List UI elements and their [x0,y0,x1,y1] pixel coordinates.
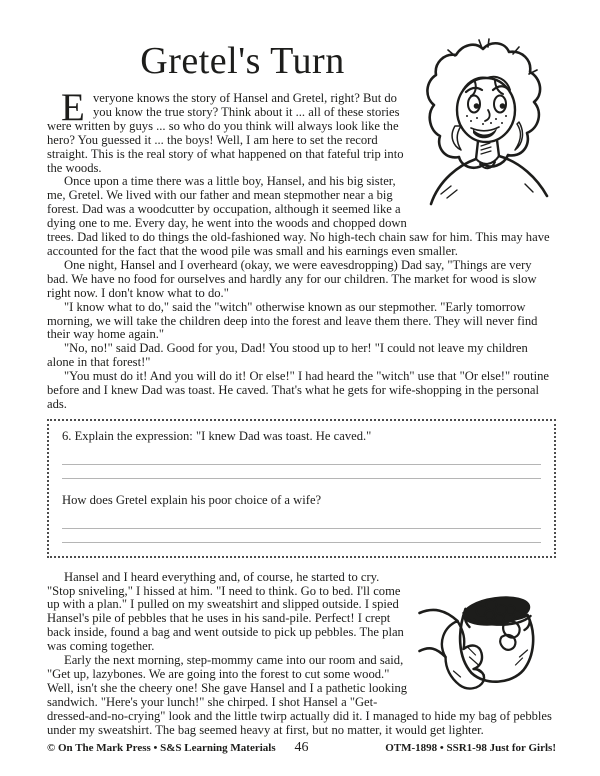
story-paragraph-3: One night, Hansel and I overheard (okay, we were eavesdropping) Dad say, "Things are very bad. We have no food for ourselves and hardly any for our children. The market for wood is slow right now. I don't know what to do." [47,257,537,300]
story-continuation [47,571,556,738]
footer-copyright: © On The Mark Press • S&S Learning Materials [47,742,276,754]
page-title: Gretel's Turn [140,40,345,82]
page-number: 46 [294,740,309,755]
story-paragraph-7: Hansel and I heard everything and, of course, he started to cry. "Stop sniveling," I hissed at him. "I need to think. Go to bed. I'll come up with a plan." I pulled on my sweatshirt and slipped outside. I spied Hansel's pile of pebbles that he uses in his sand-pile. Perfect! I crept back inside, found a bag and went outside to pick up pebbles. The plan was coming together. [47,569,404,654]
question-2: How does Gretel explain his poor choice of a wife? [62,492,322,507]
story-paragraph-1-text: veryone knows the story of Hansel and Gretel, right? But do you know the true story? Think about it ... all of these stories were written by guys ... so who do you think will always look like the hero? You guessed it ... the boys! Well, I am here to set the record straight. This is the real story of what happened on that fateful trip into the woods. [47,91,404,175]
question-1: 6. Explain the expression: "I knew Dad was toast. He caved." [62,428,372,443]
dropcap-letter: E [61,86,85,129]
answer-line [62,464,541,465]
question-box [47,419,556,558]
answer-line [62,478,541,479]
girl-illustration [424,38,556,222]
story-paragraph-6: "You must do it! And you will do it! Or else!" I had heard the "witch" use that "Or else!" routine before and I knew Dad was toast. He caved. That's what he gets for wife-shopping in the personal ads. [47,369,549,411]
story-paragraph-4: "I know what to do," said the "witch" otherwise known as our stepmother. "Early tomorrow morning, we will take the children deep into the forest and leave them there. They will never find their way home again." [47,299,538,342]
story-paragraph-8: Early the next morning, step-mommy came into our room and said, "Get up, lazybones. We are going into the forest to cut some wood." Well, isn't she the cheery one! She gave Hansel and I a pathetic looking sandwich. "Here's your lunch!" she chirped. I shot Hansel a "Get-dressed-and-no-crying" look and the little twirp actually did it. I managed to hide my bag of pebbles under my sweatshirt. The bag seemed heavy at first, but no matter, it would get lighter. [47,653,552,737]
page-footer [47,738,556,754]
hand-holding-bag-sketch [418,573,556,705]
answer-line [62,528,541,529]
pebble-bag-illustration [418,573,556,705]
story-paragraph-2: Once upon a time there was a little boy, Hansel, and his big sister, me, Gretel. We lived with our father and mean stepmother near a big forest. Dad was a woodcutter by occupation, although it seemed like a dying one to me. Every day, he went into the woods and chopped down trees. Dad liked to do things the old-fashioned way. No high-tech chain saw for him. This may have accounted for the fact that the wood pile was small and his earnings even smaller. [47,174,550,258]
story-paragraph-5: "No, no!" said Dad. Good for you, Dad! You stood up to her! "I could not leave my children alone in that forest!" [47,341,528,370]
answer-line [62,542,541,543]
girl-face-sketch [424,38,556,222]
footer-product-code: OTM-1898 • SSR1-98 Just for Girls! [385,742,556,754]
